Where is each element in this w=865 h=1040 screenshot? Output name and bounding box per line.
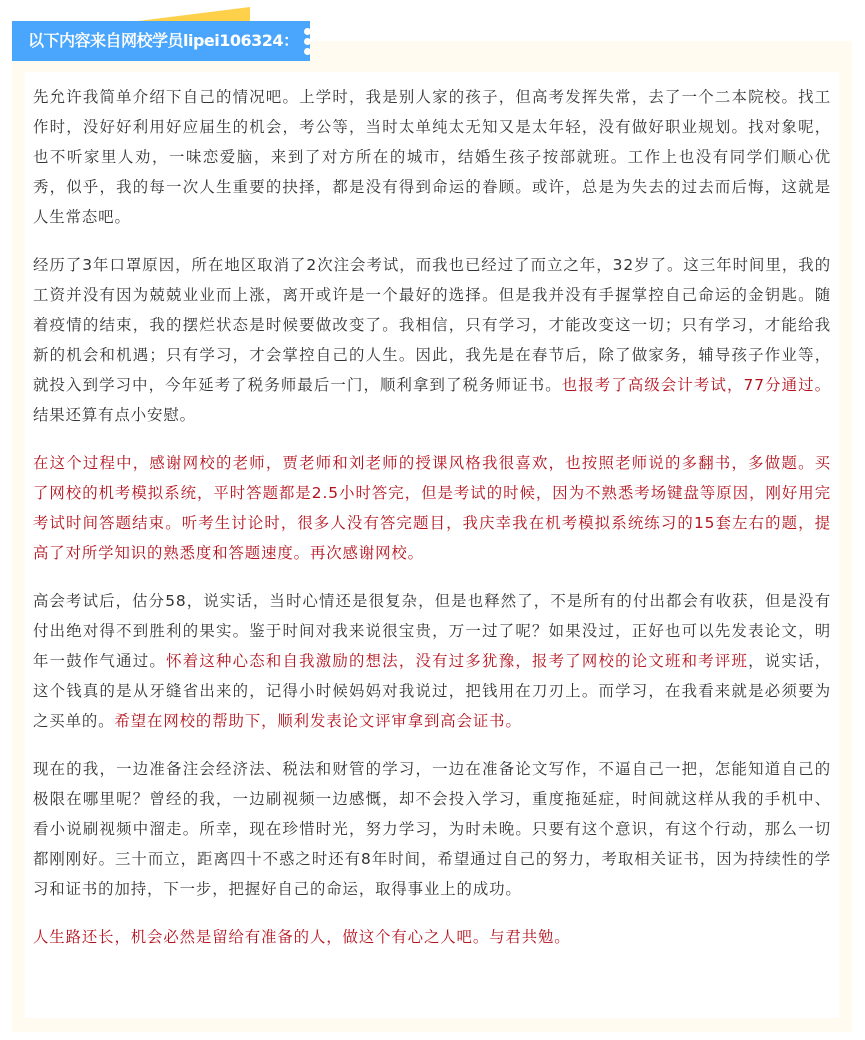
paragraph-text: 高会考试后，估分58，说实话，当时心情还是很复杂，但是也释然了，不是所有的付出都会有收获，但是没有付出绝对得不到胜利的果实。鉴于时间对我来说很宝贵，万一过了呢？如果没过，正好也可以先发表论文，明年一鼓作气通过。 xyxy=(33,592,831,670)
paragraph-text: ，说实话，这个钱真的是从牙缝省出来的，记得小时候妈妈对我说过，把钱用在刀刃上。而学习，在我看来就是必须要为之买单的。 xyxy=(33,652,831,730)
paragraph-thanks xyxy=(33,448,831,568)
header-title: 以下内容来自网校学员lipei106324： xyxy=(28,31,299,50)
highlight-text: 怀着这种心态和自我激励的想法，没有过多犹豫，报考了网校的论文班和考评班 xyxy=(166,652,749,670)
paragraph-after-exam xyxy=(33,586,831,736)
paragraph-closing xyxy=(33,922,831,952)
highlight-text: 在这个过程中，感谢网校的老师，贾老师和刘老师的授课风格我很喜欢，也按照老师说的多翻书，多做题。买了网校的机考模拟系统，平时答题都是2.5小时答完，但是考试的时候，因为不熟悉考场键盘等原因，刚好用完考试时间答题结束。听考生讨论时，很多人没有答完题目，我庆幸我在机考模拟系统练习的15套左右的题，提高了对所学知识的熟悉度和答题速度。再次感谢网校。 xyxy=(33,454,831,562)
paragraph-intro xyxy=(33,82,831,232)
highlight-text: 人生路还长，机会必然是留给有准备的人，做这个有心之人吧。与君共勉。 xyxy=(33,928,571,946)
highlight-text: 希望在网校的帮助下，顺利发表论文评审拿到高会证书。 xyxy=(114,712,522,730)
paragraph-text: 结果还算有点小安慰。 xyxy=(33,406,196,424)
paragraph-text: 先允许我简单介绍下自己的情况吧。上学时，我是别人家的孩子，但高考发挥失常，去了一个二本院校。找工作时，没好好利用好应届生的机会，考公等，当时太单纯太无知又是太年轻，没有做好职业规划。找对象呢，也不听家里人劝，一味恋爱脑，来到了对方所在的城市，结婚生孩子按部就班。工作上也没有同学们顺心优秀，似乎，我的每一次人生重要的抉择，都是没有得到命运的眷顾。或许，总是为失去的过去而后悔，这就是人生常态吧。 xyxy=(33,88,831,226)
banner-dots-decoration xyxy=(304,28,312,58)
paragraph-text: 经历了3年口罩原因，所在地区取消了2次注会考试，而我也已经过了而立之年，32岁了。这三年时间里，我的工资并没有因为兢兢业业而上涨，离开或许是一个最好的选择。但是我并没有手握掌控自己命运的金钥匙。随着疫情的结束，我的摆烂状态是时候要做改变了。我相信，只有学习，才能改变这一切；只有学习，才能给我新的机会和机遇；只有学习，才会掌控自己的人生。因此，我先是在春节后，除了做家务，辅导孩子作业等，就投入到学习中，今年延考了税务师最后一门，顺利拿到了税务师证书。 xyxy=(33,256,831,394)
paragraph-exam-history xyxy=(33,250,831,430)
header-banner xyxy=(12,21,310,61)
highlight-text: 也报考了高级会计考试，77分通过。 xyxy=(561,376,831,394)
paragraph-text: 现在的我，一边准备注会经济法、税法和财管的学习，一边在准备论文写作，不逼自己一把，怎能知道自己的极限在哪里呢？曾经的我，一边刷视频一边感慨，却不会投入学习，重度拖延症，时间就这样从我的手机中、看小说刷视频中溜走。所幸，现在珍惜时光，努力学习，为时未晚。只要有这个意识，有这个行动，那么一切都刚刚好。三十而立，距离四十不惑之时还有8年时间，希望通过自己的努力，考取相关证书，因为持续性的学习和证书的加持，下一步，把握好自己的命运，取得事业上的成功。 xyxy=(33,760,831,898)
paragraph-current xyxy=(33,754,831,904)
article-content xyxy=(33,82,831,970)
